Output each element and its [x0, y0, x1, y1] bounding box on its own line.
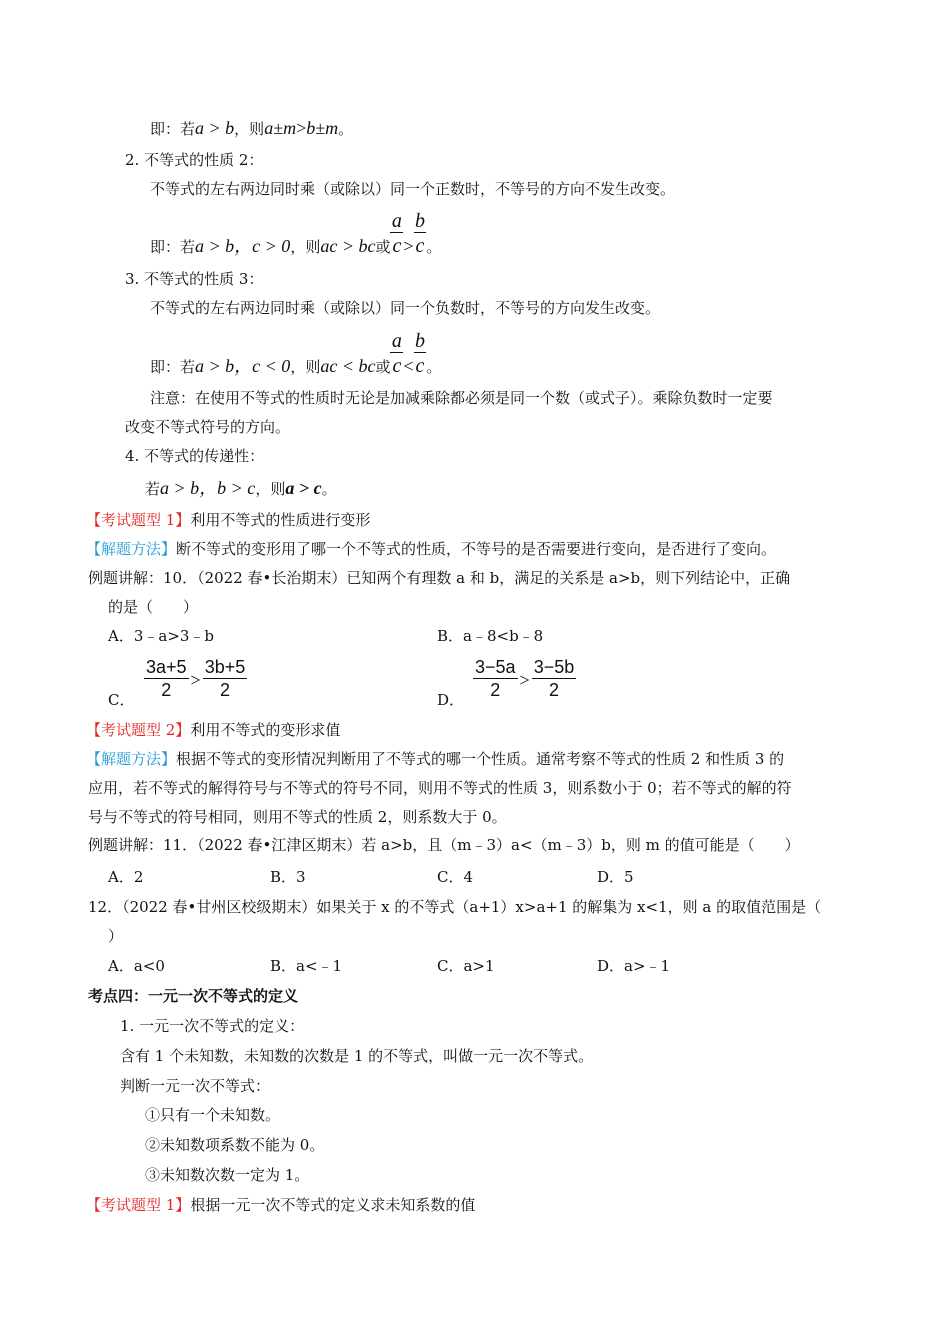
q12-line1: 12．（2022 春•甘州区校级期末）如果关于 x 的不等式（a+1）x>a+1 的解集为 x<1，则 a 的取值范围是（ [88, 898, 822, 916]
property4-example: 若a > b，b > c，则a > c。 [145, 478, 337, 498]
note-line2: 改变不等式符号的方向。 [125, 418, 291, 436]
q11-option-d: D．5 [597, 868, 634, 886]
fraction-b-over-c: $\frac{b}{c}$ [414, 210, 425, 257]
method-2-line3: 号与不等式的符号相同，则用不等式的性质 2，则系数大于 0。 [88, 808, 507, 826]
criterion-1: ①只有一个未知数。 [145, 1106, 281, 1124]
definition-heading: 1. 一元一次不等式的定义： [120, 1017, 305, 1035]
property3-title: 3. 不等式的性质 3： [125, 270, 264, 288]
property2-example: 即：若a > b，c > 0，则ac > bc或 $\frac{a}{c}$ > $\frac{b}{c}$ 。 [150, 210, 442, 257]
property4-title: 4. 不等式的传递性： [125, 447, 265, 465]
q10-line1: 例题讲解：10．（2022 春•长治期末）已知两个有理数 a 和 b，满足的关系是 a>b，则下列结论中，正确 [88, 569, 791, 587]
method-1: 【解题方法】断不等式的变形用了哪一个不等式的性质，不等号的是否需要进行变向，是否进行了变向。 [86, 540, 777, 558]
q12-line2: ） [108, 927, 124, 945]
section-title: 考点四：一元一次不等式的定义 [88, 987, 299, 1005]
property2-desc: 不等式的左右两边同时乘（或除以）同一个正数时，不等号的方向不发生改变。 [150, 180, 676, 198]
exam-type-2: 【考试题型 2】利用不等式的变形求值 [86, 721, 341, 739]
q10-option-a: A．3﹣a>3﹣b [108, 627, 215, 645]
q11-option-c: C．4 [437, 868, 474, 886]
q12-option-d: D．a>﹣1 [597, 957, 671, 975]
criteria-heading: 判断一元一次不等式： [120, 1077, 271, 1095]
q12-option-a: A．a<0 [108, 957, 165, 975]
property1-example: 即：若a > b，则a±m>b±m。 [150, 118, 354, 138]
q10-option-b: B．a﹣8<b﹣8 [437, 627, 544, 645]
fraction-b-over-c: $\frac{b}{c}$ [414, 330, 425, 377]
q11-option-b: B．3 [270, 868, 306, 886]
property3-example: 即：若a > b，c < 0，则ac < bc或 $\frac{a}{c}$ < $\frac{b}{c}$ 。 [150, 330, 442, 377]
exam-type-3: 【考试题型 1】根据一元一次不等式的定义求未知系数的值 [86, 1196, 476, 1214]
definition-text: 含有 1 个未知数，未知数的次数是 1 的不等式，叫做一元一次不等式。 [120, 1047, 594, 1065]
q10-option-c: C． [108, 691, 135, 709]
method-2-line1: 【解题方法】根据不等式的变形情况判断用了不等式的哪一个性质。通常考察不等式的性质 2 和性质 3 的 [86, 750, 785, 768]
q12-option-b: B．a<﹣1 [270, 957, 343, 975]
q10-option-d-expr: $\frac{3-5a}{2}$ > $\frac{3-5b}{2}$ [475, 657, 575, 700]
method-2-line2: 应用，若不等式的解得符号与不等式的符号不同，则用不等式的性质 3，则系数小于 0；若不等式的解的符 [88, 779, 792, 797]
note-line1: 注意：在使用不等式的性质时无论是加减乘除都必须是同一个数（或式子）。乘除负数时一定要 [150, 389, 773, 407]
q11-line1: 例题讲解：11．（2022 春•江津区期末）若 a>b，且（m﹣3）a<（m﹣3）b，则 m 的值可能是（ ） [88, 836, 800, 854]
exam-type-1: 【考试题型 1】利用不等式的性质进行变形 [86, 511, 371, 529]
fraction-a-over-c: $\frac{a}{c}$ [391, 330, 402, 377]
property2-title: 2. 不等式的性质 2： [125, 151, 264, 169]
q10-option-d: D． [437, 691, 465, 709]
q11-option-a: A．2 [108, 868, 144, 886]
fraction-a-over-c: $\frac{a}{c}$ [391, 210, 402, 257]
q12-option-c: C．a>1 [437, 957, 495, 975]
criterion-2: ②未知数项系数不能为 0。 [145, 1136, 325, 1154]
property3-desc: 不等式的左右两边同时乘（或除以）同一个负数时，不等号的方向发生改变。 [150, 299, 661, 317]
criterion-3: ③未知数次数一定为 1。 [145, 1166, 310, 1184]
q10-option-c-expr: $\frac{3a+5}{2}$ > $\frac{3b+5}{2}$ [146, 657, 246, 700]
q10-line2: 的是（ ） [108, 598, 199, 616]
